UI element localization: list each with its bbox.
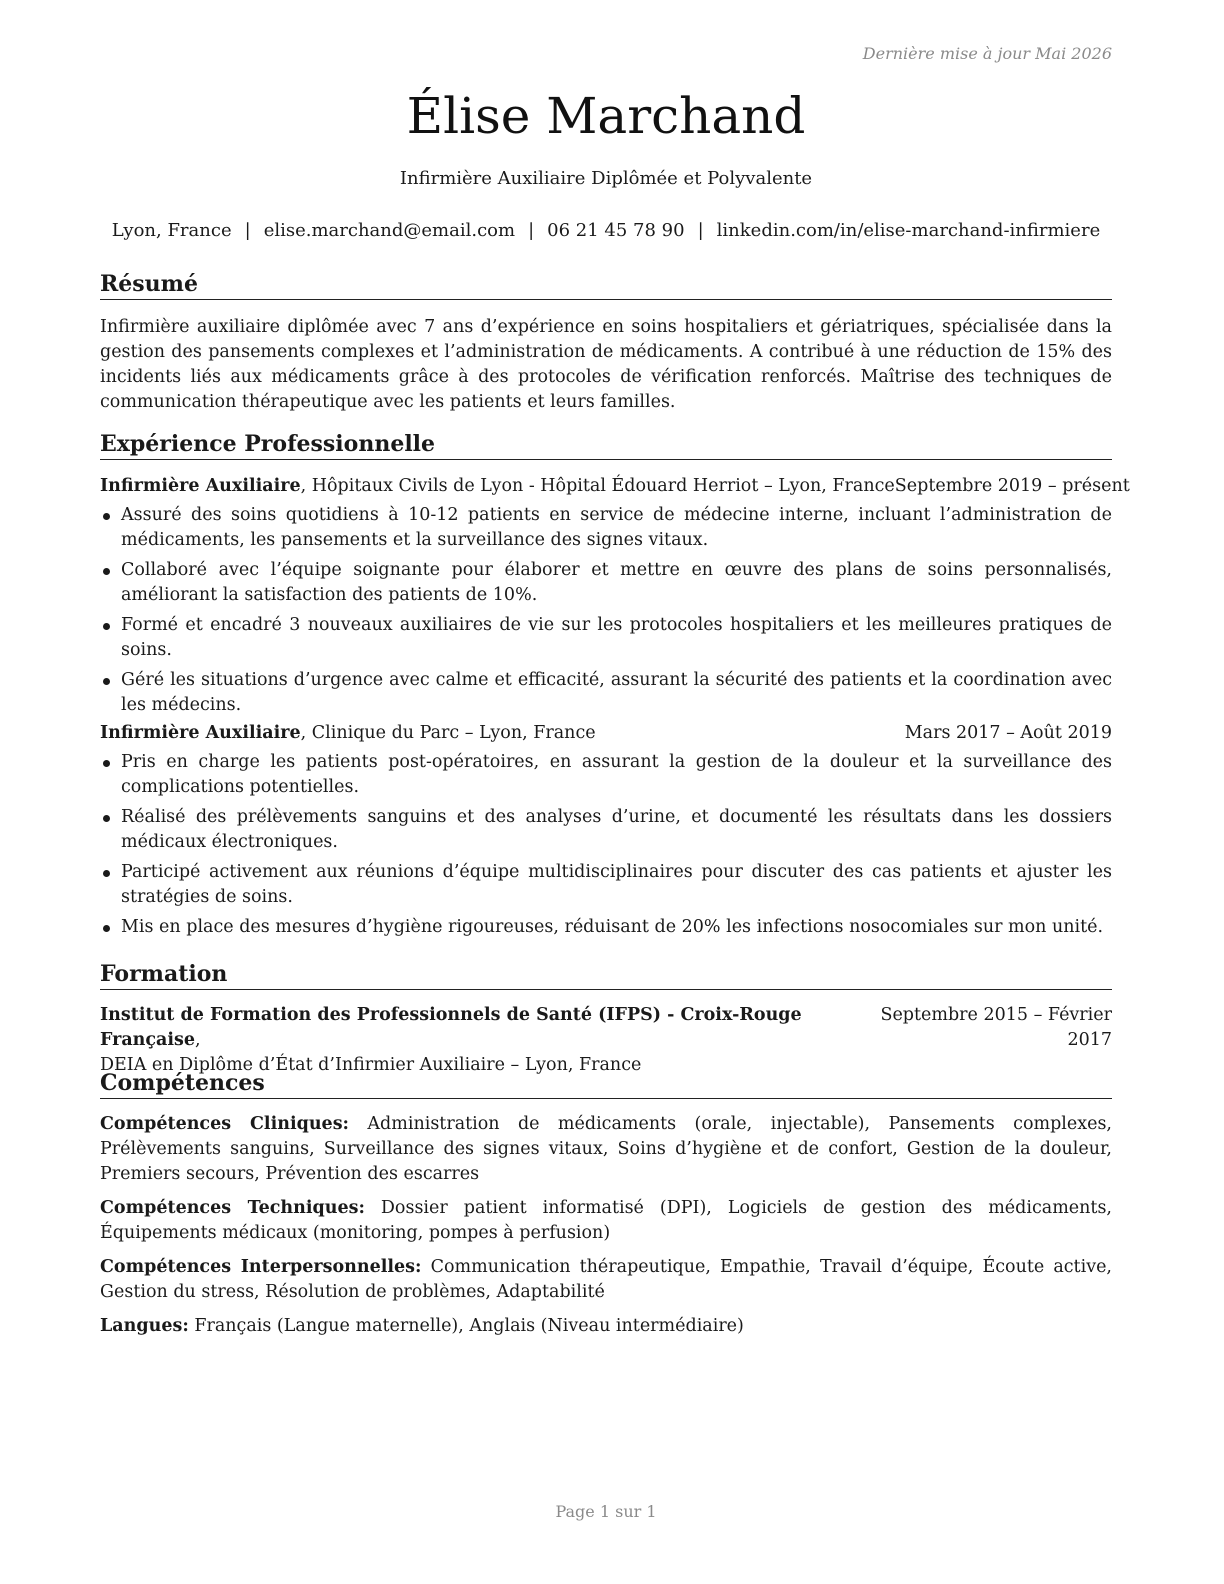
- education-dates: Septembre 2015 – Février 2017: [880, 1005, 1112, 1050]
- contact-line: [100, 219, 1112, 243]
- education-degree: DEIA en Diplôme d’État d’Infirmier Auxiliaire – Lyon, France: [100, 1055, 642, 1075]
- last-updated: Dernière mise à jour Mai 2026: [862, 44, 1112, 63]
- job-header: [100, 721, 1112, 746]
- skill-text: Administration de médicaments (orale, injectable), Pansements complexes, Prélèvements sanguins, Surveillance des signes vitaux, Soins d’hygiène et de confort, Gestion de la douleur, Premiers secours, Prévention des escarres: [100, 1114, 1112, 1184]
- job-bullets: [100, 503, 1112, 718]
- education-details: [100, 1003, 875, 1078]
- job-title-line: [100, 721, 596, 746]
- bullet-item: Pris en charge les patients post-opératoires, en assurant la gestion de la douleur et la surveillance des complications potentielles.: [100, 750, 1112, 800]
- job-role: Infirmière Auxiliaire: [100, 476, 301, 496]
- bullet-item: Participé activement aux réunions d’équipe multidisciplinaires pour discuter des cas patients et ajuster les stratégies de soins.: [100, 860, 1112, 910]
- skill-item: [100, 1314, 1112, 1339]
- resume-page: [100, 0, 1130, 1584]
- skill-item: [100, 1255, 1112, 1305]
- job-dates: Septembre 2019 – présent: [894, 476, 1130, 496]
- job-dates: Mars 2017 – Août 2019: [904, 723, 1112, 743]
- skill-label: Compétences Cliniques:: [100, 1114, 350, 1134]
- contact-linkedin[interactable]: linkedin.com/in/elise-marchand-infirmiere: [716, 220, 1101, 241]
- contact-separator: |: [244, 220, 251, 241]
- job-role: Infirmière Auxiliaire: [100, 723, 301, 743]
- education-school-line: [100, 1003, 875, 1053]
- skill-label: Compétences Interpersonnelles:: [100, 1257, 422, 1277]
- skill-text: Français (Langue maternelle), Anglais (Niveau intermédiaire): [188, 1316, 744, 1336]
- job-bullets: [100, 750, 1112, 940]
- job-entry: [100, 721, 1112, 945]
- skill-label: Langues:: [100, 1316, 189, 1336]
- bullet-item: Collaboré avec l’équipe soignante pour élaborer et mettre en œuvre des plans de soins personnalisés, améliorant la satisfaction des patients de 10%.: [100, 558, 1112, 608]
- contact-separator: |: [697, 220, 704, 241]
- section-title-experience: Expérience Professionnelle: [100, 430, 1112, 460]
- bullet-item: Assuré des soins quotidiens à 10-12 patients en service de médecine interne, incluant l’administration de médicaments, les pansements et la surveillance des signes vitaux.: [100, 503, 1112, 553]
- bullet-item: Mis en place des mesures d’hygiène rigoureuses, réduisant de 20% les infections nosocomiales sur mon unité.: [100, 915, 1112, 940]
- bullet-item: Formé et encadré 3 nouveaux auxiliaires de vie sur les protocoles hospitaliers et les meilleures pratiques de soins.: [100, 613, 1112, 663]
- skill-item: [100, 1112, 1112, 1187]
- contact-location: Lyon, France: [111, 220, 232, 241]
- education-entry: [100, 1003, 1112, 1078]
- skill-label: Compétences Techniques:: [100, 1198, 365, 1218]
- bullet-item: Géré les situations d’urgence avec calme et efficacité, assurant la sécurité des patients et la coordination avec les médecins.: [100, 668, 1112, 718]
- contact-phone[interactable]: 06 21 45 78 90: [547, 220, 685, 241]
- contact-separator: |: [528, 220, 535, 241]
- candidate-name: Élise Marchand: [406, 87, 806, 145]
- section-title-skills: Compétences: [100, 1069, 1112, 1099]
- contact-email[interactable]: elise.marchand@email.com: [263, 220, 516, 241]
- skills-list: [100, 1112, 1112, 1348]
- job-header: [100, 474, 1130, 499]
- education-school-suffix: ,: [195, 1030, 201, 1050]
- job-organization: , Clinique du Parc – Lyon, France: [300, 723, 596, 743]
- headline: Infirmière Auxiliaire Diplômée et Polyvalente: [399, 168, 813, 189]
- education-school: Institut de Formation des Professionnels de Santé (IFPS) - Croix-Rouge Française: [100, 1005, 802, 1050]
- summary-text: Infirmière auxiliaire diplômée avec 7 ans d’expérience en soins hospitaliers et gériatriques, spécialisée dans la gestion des pansements complexes et l’administration de médicaments. A contribué à une réduction de 15% des incidents liés aux médicaments grâce à des protocoles de vérification renforcés. Maîtrise des techniques de communication thérapeutique avec les patients et leurs familles.: [100, 317, 1112, 412]
- bullet-item: Réalisé des prélèvements sanguins et des analyses d’urine, et documenté les résultats dans les dossiers médicaux électroniques.: [100, 805, 1112, 855]
- skill-item: [100, 1196, 1112, 1246]
- job-title-line: [100, 474, 895, 499]
- job-organization: , Hôpitaux Civils de Lyon - Hôpital Édouard Herriot – Lyon, France: [300, 476, 895, 496]
- skill-text: Communication thérapeutique, Empathie, Travail d’équipe, Écoute active, Gestion du stress, Résolution de problèmes, Adaptabilité: [100, 1257, 1112, 1302]
- job-entry: [100, 474, 1130, 723]
- skill-text: Dossier patient informatisé (DPI), Logiciels de gestion des médicaments, Équipements médicaux (monitoring, pompes à perfusion): [100, 1198, 1112, 1243]
- page-number: Page 1 sur 1: [555, 1502, 657, 1521]
- section-title-education: Formation: [100, 960, 1112, 990]
- section-title-summary: Résumé: [100, 270, 1112, 300]
